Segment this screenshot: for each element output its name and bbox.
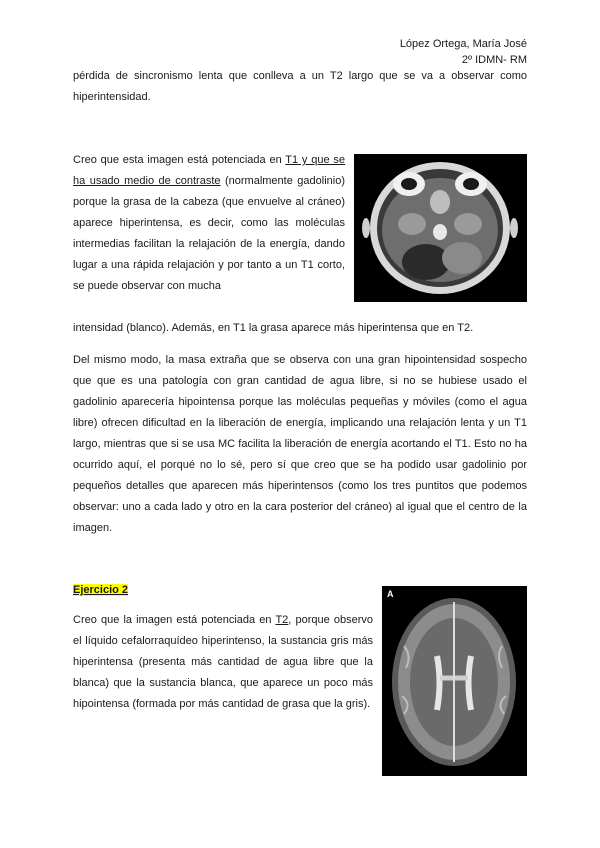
t1-underlined: T1 y que se ha usado medio de contraste xyxy=(73,154,345,187)
exercise2-heading-wrap xyxy=(73,580,183,601)
exercise2-heading: Ejercicio 2 xyxy=(73,584,129,596)
paragraph-t1-last-line: intensidad (blanco). Además, en T1 la grasa aparece más hiperintensa que en T2. xyxy=(73,322,474,334)
mri-t2-graphic xyxy=(382,586,527,776)
t1-rest: (normalmente gadolinio) porque la grasa de la cabeza (que envuelve al cráneo) aparece hiperintensa, es decir, como las moléculas intermedias facilitan la relajación de la energía, dando lugar a una rápida relajación y por tanto a un T1 corto, se puede observar con mucha xyxy=(73,175,346,292)
paragraph-t2 xyxy=(73,610,373,715)
image-label-a: A xyxy=(387,589,394,599)
page-header xyxy=(400,36,527,68)
t2-rest: , porque observo el líquido cefalorraquídeo hiperintenso, la sustancia gris más hiperintensa (presenta más cantidad de agua libre que la blanca) que la sustancia blanca, que aparece un poco más hipointensa (formada por más cantidad de grasa que la gris). xyxy=(73,614,373,710)
course-label: 2º IDMN- RM xyxy=(461,54,527,66)
paragraph-t1 xyxy=(73,150,345,297)
t2-lead: Creo que la imagen está potenciada en xyxy=(73,614,276,626)
mri-t1-axial-image xyxy=(354,154,527,302)
paragraph-mass: Del mismo modo, la masa extraña que se observa con una gran hipointensidad sospecho que que es una patología con gran cantidad de agua libre, si no se hubiese usado el gadolinio aparecería hipointensa porque las moléculas pequeñas y móviles (como el agua libre) ofrecen dificultad en la liberación de energía, implicando una relajación lenta y un T1 largo, mientras que si se usa MC facilita la liberación de energía acortando el T1. Esto no ha ocurrido aquí, el porqué no lo sé, pero sí que creo que se ha podido usar gadolinio por pequeños detalles que aparecen más hiperintensos (como los tres puntitos que podemos observar: uno a cada lado y otro en la cara posterior del cráneo) al igual que el centro de la imagen. xyxy=(73,354,527,534)
t2-underlined: T2 xyxy=(275,614,289,626)
paragraph-continuation: pérdida de sincronismo lenta que conlleva a un T2 largo que se va a observar como hiperintensidad. xyxy=(73,70,527,103)
author-name: López Ortega, María José xyxy=(399,38,527,50)
mri-t1-graphic xyxy=(354,154,527,302)
mri-t2-axial-image xyxy=(382,586,527,776)
t1-lead: Creo que esta imagen está potenciada en xyxy=(73,154,286,166)
